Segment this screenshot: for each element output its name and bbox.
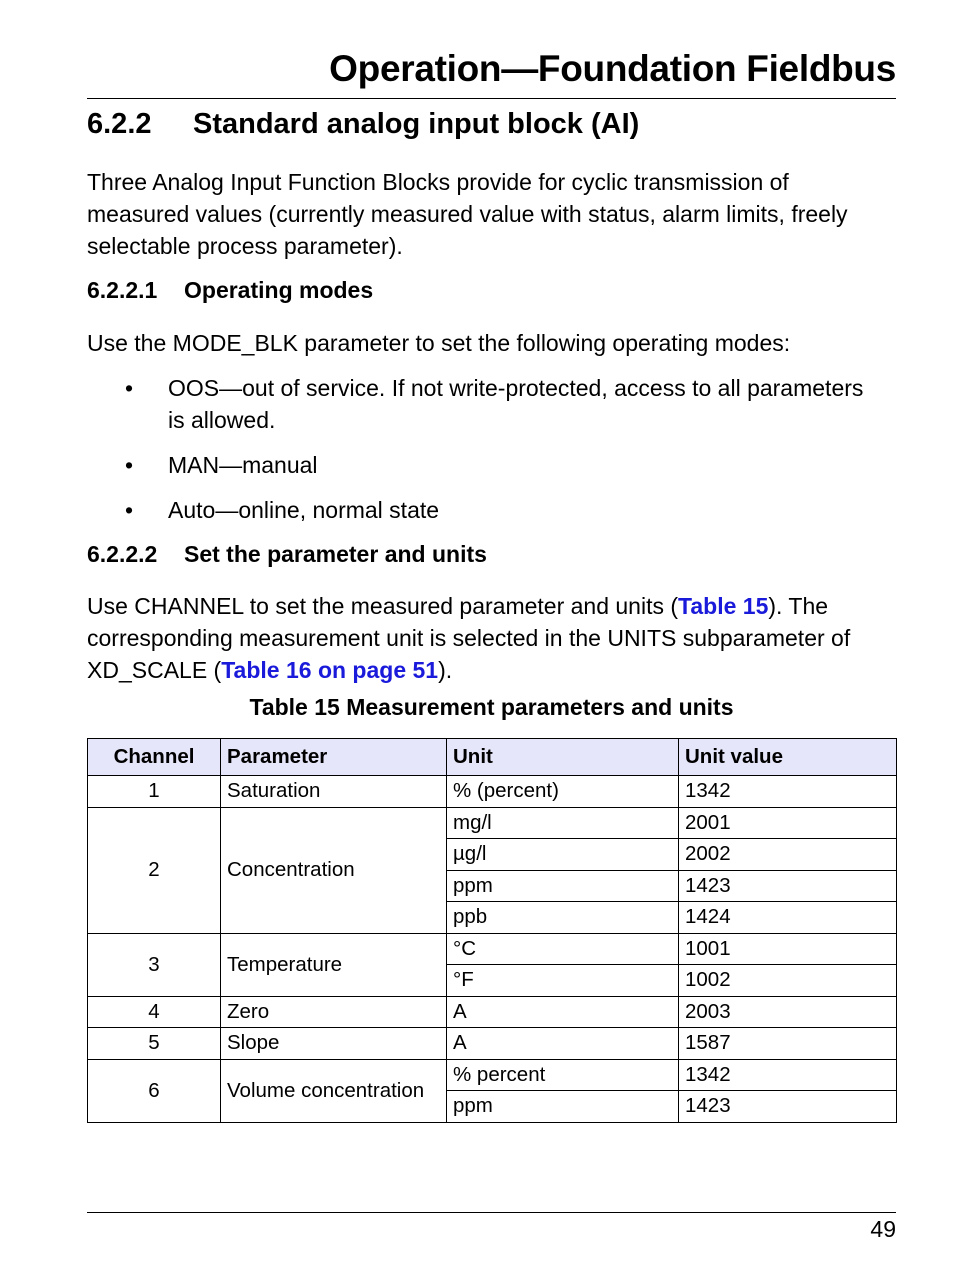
channel-cell: 4	[88, 996, 221, 1028]
parameter-cell: Zero	[221, 996, 447, 1028]
parameter-cell: Concentration	[221, 807, 447, 933]
table-row	[88, 807, 897, 839]
table-row	[88, 1028, 897, 1060]
unit-cell: °C	[447, 933, 679, 965]
bullet-text: MAN—manual	[168, 452, 318, 478]
subsection-heading-operating-modes	[87, 277, 373, 304]
bullet-glyph: •	[125, 375, 134, 401]
parameter-units-text	[87, 590, 896, 686]
document-page	[87, 0, 896, 1272]
unit-cell: A	[447, 996, 679, 1028]
channel-cell: 2	[88, 807, 221, 933]
chapter-title: Operation—Foundation Fieldbus	[329, 48, 896, 89]
section-intro: Three Analog Input Function Blocks provide for cyclic transmission of measured values (currently measured value with status, alarm limits, freely selectable process parameter).	[87, 169, 848, 259]
bullet-item	[125, 449, 885, 481]
table-header-row	[88, 739, 897, 776]
unit-value-cell: 2002	[679, 839, 897, 871]
table-caption: Table 15 Measurement parameters and units	[249, 694, 734, 720]
page-number: 49	[870, 1216, 896, 1242]
unit-cell: % percent	[447, 1059, 679, 1091]
bullet-glyph: •	[125, 452, 134, 478]
unit-cell: µg/l	[447, 839, 679, 871]
subsection-title: Set the parameter and units	[184, 541, 487, 567]
unit-cell: ppm	[447, 870, 679, 902]
subsection-number: 6.2.2.1	[87, 277, 158, 303]
unit-cell: mg/l	[447, 807, 679, 839]
unit-value-cell: 1342	[679, 776, 897, 808]
subsection-heading-parameter-units	[87, 541, 487, 568]
bullet-text: OOS—out of service. If not write-protected, access to all parameters is allowed.	[168, 375, 864, 433]
subsection-number: 6.2.2.2	[87, 541, 158, 567]
header-unit-value: Unit value	[679, 739, 897, 776]
parameter-cell: Temperature	[221, 933, 447, 996]
text-fragment: Use CHANNEL to set the measured parameter and units (	[87, 593, 679, 619]
bullet-text: Auto—online, normal state	[168, 497, 440, 523]
unit-value-cell: 1423	[679, 870, 897, 902]
text-fragment: ). The corresponding measurement unit is selected in the UNITS subparameter of XD_SCALE (	[87, 593, 851, 683]
measurement-parameters-table	[87, 738, 897, 1123]
header-parameter: Parameter	[221, 739, 447, 776]
unit-value-cell: 1342	[679, 1059, 897, 1091]
parameter-cell: Volume concentration	[221, 1059, 447, 1122]
channel-cell: 1	[88, 776, 221, 808]
channel-cell: 3	[88, 933, 221, 996]
unit-value-cell: 1002	[679, 965, 897, 997]
table-16-link[interactable]: Table 16 on page 51	[221, 657, 439, 683]
channel-cell: 6	[88, 1059, 221, 1122]
unit-value-cell: 1423	[679, 1091, 897, 1123]
header-unit: Unit	[447, 739, 679, 776]
subsection-title: Operating modes	[184, 277, 374, 303]
unit-value-cell: 2003	[679, 996, 897, 1028]
section-heading	[87, 108, 639, 141]
header-channel: Channel	[88, 739, 221, 776]
section-number: 6.2.2	[87, 108, 152, 140]
table-row	[88, 776, 897, 808]
unit-value-cell: 2001	[679, 807, 897, 839]
bullet-glyph: •	[125, 497, 134, 523]
channel-cell: 5	[88, 1028, 221, 1060]
unit-cell: A	[447, 1028, 679, 1060]
table-row	[88, 1059, 897, 1091]
unit-value-cell: 1587	[679, 1028, 897, 1060]
section-title: Standard analog input block (AI)	[193, 108, 640, 140]
unit-value-cell: 1001	[679, 933, 897, 965]
bullet-item	[125, 494, 885, 526]
bullet-item	[125, 372, 885, 436]
text-fragment: ).	[438, 657, 453, 683]
parameter-cell: Slope	[221, 1028, 447, 1060]
table-15-link[interactable]: Table 15	[678, 593, 769, 619]
unit-cell: ppb	[447, 902, 679, 934]
table-row	[88, 933, 897, 965]
unit-cell: °F	[447, 965, 679, 997]
unit-value-cell: 1424	[679, 902, 897, 934]
header-rule	[87, 98, 896, 99]
parameter-cell: Saturation	[221, 776, 447, 808]
operating-modes-intro: Use the MODE_BLK parameter to set the following operating modes:	[87, 330, 791, 356]
unit-cell: % (percent)	[447, 776, 679, 808]
table-row	[88, 996, 897, 1028]
footer-rule	[87, 1212, 896, 1213]
unit-cell: ppm	[447, 1091, 679, 1123]
